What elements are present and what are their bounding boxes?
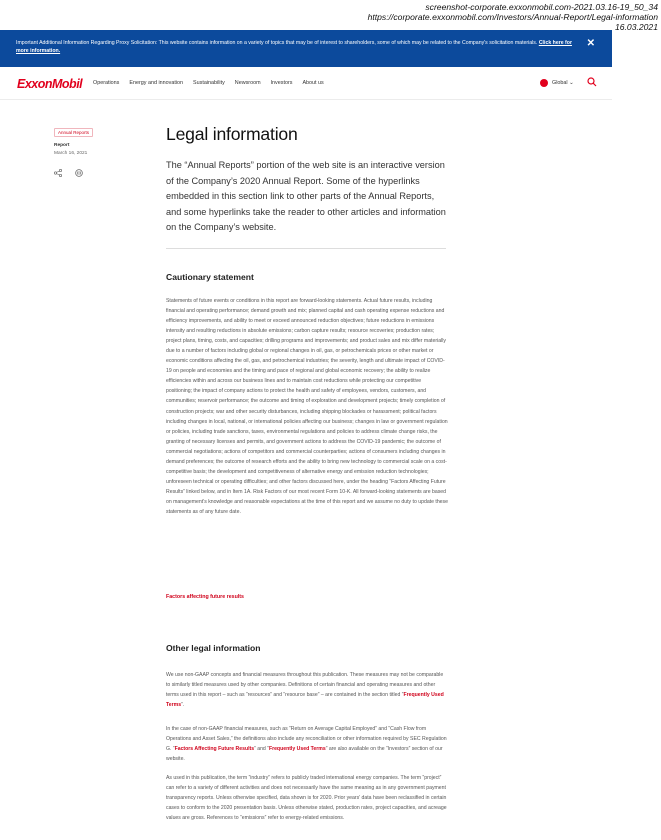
print-icon[interactable]: [75, 169, 83, 177]
divider: [166, 248, 446, 249]
main-nav: [93, 80, 324, 86]
search-icon[interactable]: [587, 77, 597, 87]
other-legal-heading: Other legal information: [166, 643, 261, 653]
capture-date: 16.03.2021: [614, 22, 658, 32]
other-p1-text-a: We use non-GAAP concepts and financial measures throughout this publication. These measures may not be comparable to similarly titled measures used by other companies. Definitions of certain financial and operating measures and other terms used in this report – such as “resources” and “resource base” – are contained in the section titled “: [166, 672, 444, 699]
globe-icon[interactable]: [540, 79, 548, 87]
capture-meta: [368, 2, 658, 32]
nav-energy-and-innovation[interactable]: Energy and innovation: [129, 80, 184, 86]
nav-sustainability[interactable]: Sustainability: [193, 80, 225, 86]
region-selector[interactable]: Global ⌄: [552, 80, 574, 86]
other-p2-text-mid: ” and “: [254, 746, 269, 753]
capture-filename: screenshot-corporate.exxonmobil.com-2021.03.16-19_50_34: [425, 2, 658, 12]
other-p2-text-b: ” are also available on the “Investors” section of our website.: [166, 746, 443, 763]
cautionary-heading: Cautionary statement: [166, 272, 254, 282]
frequently-used-terms-link[interactable]: Frequently Used Terms: [166, 692, 444, 709]
proxy-notice-banner: [0, 30, 612, 67]
notice-link[interactable]: Click here for more information.: [16, 40, 572, 54]
nav-operations[interactable]: Operations: [93, 80, 120, 86]
article-main: [166, 124, 448, 822]
close-icon[interactable]: ✕: [586, 38, 595, 49]
cautionary-body: Statements of future events or conditions in this report are forward-looking statements. Actual future results, including financial and operating performance; demand growth and mix; planned capital and cash operating expense reductions and efficiency improvements, and ability to meet or exceed announced reduction objectives; future reductions in emissions intensity and resulting reductions in absolute emissions; carbon capture results; resource recoveries; production rates; project plans, timing, costs, and capacities; drilling programs and improvements; and product sales and mix differ materially due to a number of factors including global or regional changes in oil, gas, or petrochemicals prices or other market or economic conditions affecting the oil, gas, and petrochemical industries; the severity, length and ultimate impact of COVID-19 on people and economies and the timing and pace of regional and global economic recovery; the ability to realize efficiencies within and across our business lines and to maintain cost reductions while protecting our competitive positioning; the impact of company actions to protect the health and safety of employees, vendors, customers, and communities; reservoir performance; the outcome and timing of exploration and development projects; timely completion of construction projects; war and other security disturbances, including shipping blockades or harassment; political factors including changes in local, national, or international policies affecting our business; changes in law or government regulation or policies, including trade sanctions, taxes, environmental regulations and policies to address climate change risks, the granting of necessary licenses and permits, and government actions to address the COVID-19 pandemic; the outcome of commercial negotiations; actions of competitors and commercial counterparties; actions of consumers including changes in demand preferences; the outcome of research efforts and the ability to bring new technology to commercial scale on a cost-competitive basis; the development and competitiveness of alternative energy and emission reduction technologies; unforeseen technical or operating difficulties; and other factors discussed here, under the heading “Factors Affecting Future Results” linked below, and in Item 1A. Risk Factors of our most recent Form 10-K. All forward-looking statements are based on management’s knowledge and reasonable expectations at the time of this report and we assume no duty to update these statements as of any future date.: [166, 298, 448, 515]
page-title: Legal information: [166, 124, 298, 144]
other-paragraph-3: As used in this publication, the term “industry” refers to publicly traded international energy companies. The term “project” can refer to a variety of different activities and does not necessarily have the same meaning as in any government payment transparency reports. Unless otherwise specified, data shown is for 2020. Prior years’ data have been reclassified in certain cases to conform to the 2020 presentation basis. Unless otherwise stated, production rates, project capacities, and acreage values are gross. References to “emissions” refer to energy-related emissions.: [166, 775, 447, 822]
other-p1-text-b: ”.: [181, 702, 185, 709]
intro-paragraph: The “Annual Reports” portion of the web site is an interactive version of the Company’s 2020 Annual Report. Some of the hyperlinks embedded in this section link to other parts of the Annual Reports, and some hyperlinks take the reader to other articles and information on the Company’s website.: [166, 160, 446, 233]
region-label: Global: [552, 80, 568, 86]
factors-link[interactable]: Factors affecting future results: [166, 594, 244, 600]
capture-url: https://corporate.exxonmobil.com/Investors/Annual-Report/Legal-information: [367, 12, 658, 22]
frequently-used-terms-link-2[interactable]: Frequently Used Terms: [268, 746, 326, 753]
category-badge[interactable]: Annual Reports: [54, 128, 93, 137]
nav-newsroom[interactable]: Newsroom: [234, 80, 261, 86]
other-p2-text-a: In the case of non-GAAP financial measures, such as “Return on Average Capital Employed” and “Cash Flow from Operations and Asset Sales,” the definitions also include any reconciliation or other information required by SEC Regulation G. “: [166, 726, 447, 753]
site-header: [0, 67, 612, 100]
publish-date: March 16, 2021: [54, 151, 88, 156]
logo[interactable]: ExxonMobil: [17, 77, 83, 91]
share-icon[interactable]: [54, 169, 62, 177]
other-paragraph-2: [166, 724, 448, 764]
notice-text: Important Additional Information Regarding Proxy Solicitation: This website contains information on a variety of topics that may be of interest to shareholders, some of which may be related to the Company's solicitation materials.: [16, 40, 538, 46]
nav-investors[interactable]: Investors: [270, 80, 293, 86]
other-paragraph-1: [166, 670, 448, 710]
factors-affecting-link[interactable]: Factors Affecting Future Results: [174, 746, 255, 753]
nav-about-us[interactable]: About us: [302, 80, 324, 86]
content-type: Report: [54, 143, 70, 148]
